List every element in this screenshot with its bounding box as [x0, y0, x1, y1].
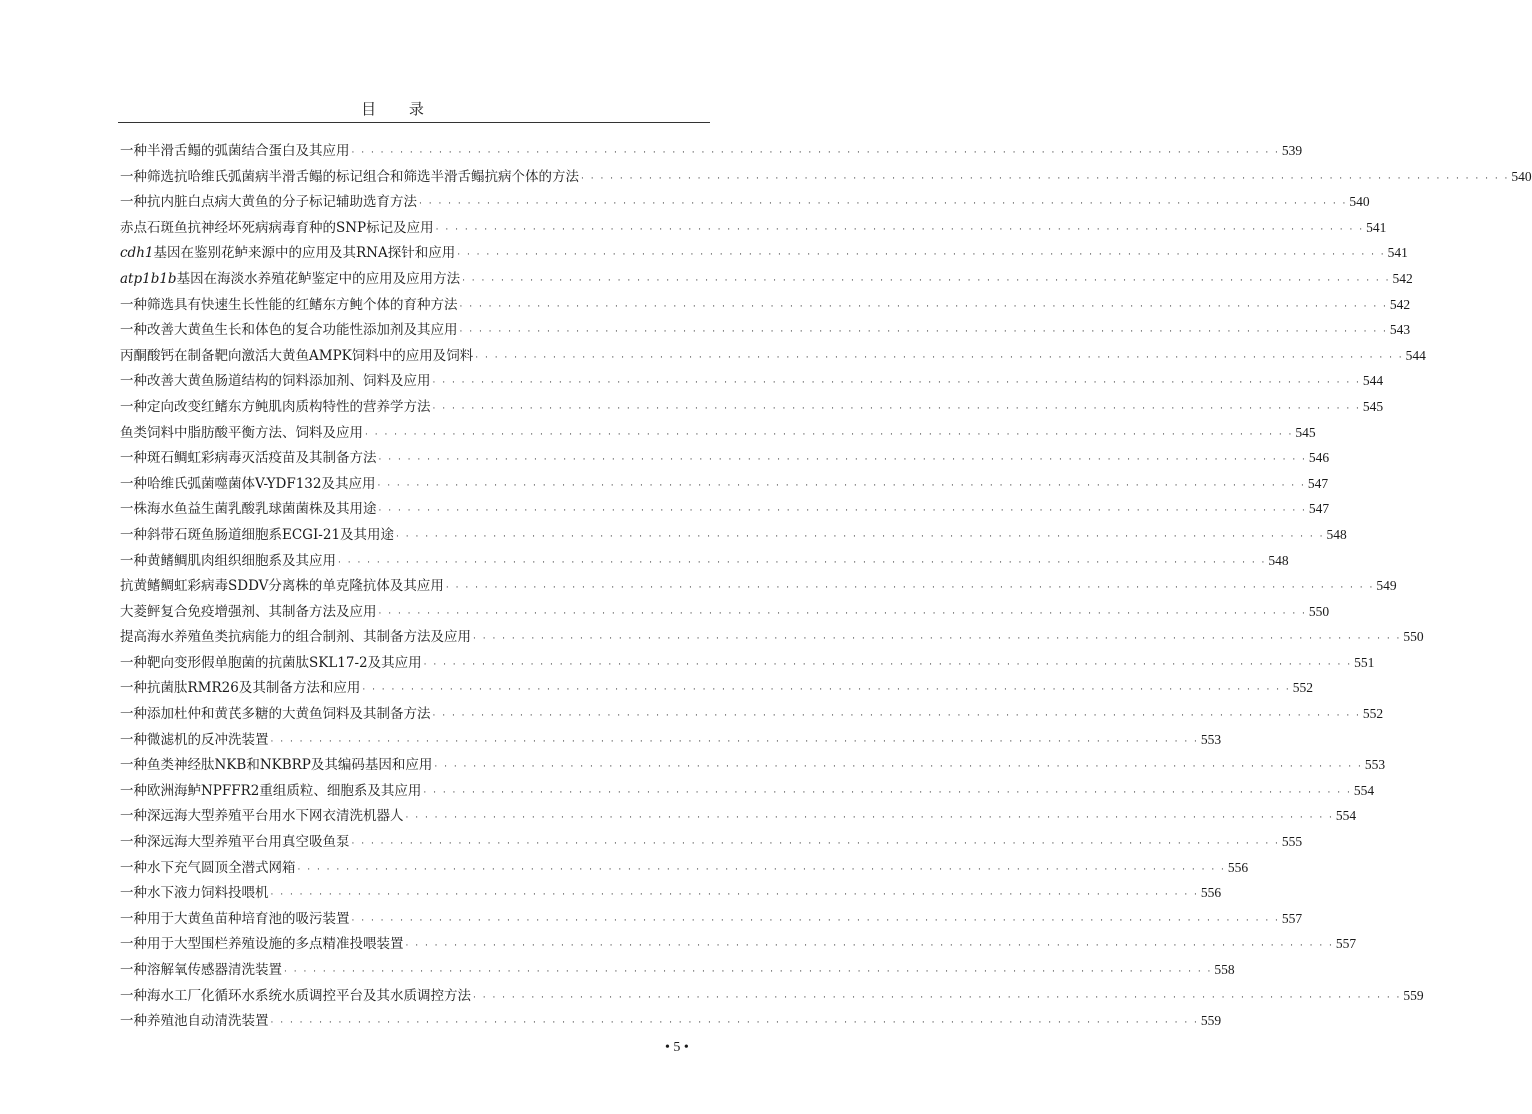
toc-entry-title — [120, 165, 579, 191]
toc-entry-page: 547 — [1308, 501, 1330, 517]
dot-leader — [446, 574, 1374, 602]
toc-entry-title — [120, 190, 417, 216]
toc-entry-page: 547 — [1307, 475, 1329, 491]
toc-entry-title — [120, 651, 422, 677]
toc-entry-title — [120, 472, 375, 498]
toc-entry[interactable] — [120, 445, 1330, 471]
toc-entry-page: 555 — [1281, 834, 1303, 850]
toc-entry[interactable] — [120, 164, 1532, 190]
toc-entry-title — [120, 344, 473, 370]
gene-name: atp1b1b — [120, 270, 177, 287]
toc-entry-text: 基因在海淡水养殖花鲈鉴定中的应用及应用方法 — [176, 270, 461, 287]
dot-leader — [406, 804, 1334, 832]
toc-entry-title — [120, 830, 350, 856]
dot-leader — [379, 497, 1307, 525]
toc-entry-page: 557 — [1281, 910, 1303, 926]
toc-entry-page: 554 — [1335, 808, 1357, 824]
dot-leader — [457, 241, 1385, 269]
toc-entry-page: 553 — [1200, 731, 1222, 747]
toc-entry[interactable] — [120, 394, 1384, 420]
toc-entry-page: 549 — [1376, 578, 1397, 594]
toc-entry-text: 一种添加杜仲和黄芪多糖的大黄鱼饲料及其制备方法 — [120, 706, 431, 723]
toc-entry-page: 540 — [1349, 194, 1370, 210]
toc-entry-page: 543 — [1389, 322, 1411, 338]
toc-entry-text: 抗黄鳍鲷虹彩病毒SDDV分离株的单克隆抗体及其应用 — [120, 578, 444, 595]
toc-entry-page: 556 — [1227, 859, 1249, 875]
toc-entry-text: 一种筛选抗哈维氏弧菌病半滑舌鳎的标记组合和筛选半滑舌鳎抗病个体的方法 — [120, 168, 579, 185]
toc-entry-text: 赤点石斑鱼抗神经坏死病病毒育种的SNP标记及应用 — [120, 219, 434, 236]
toc-entry-title — [120, 779, 421, 805]
toc-entry-text: 一种用于大型围栏养殖设施的多点精准投喂装置 — [120, 936, 404, 953]
toc-entry[interactable] — [120, 266, 1413, 292]
toc-entry-page: 548 — [1326, 526, 1347, 542]
dot-leader — [473, 984, 1401, 1012]
toc-entry-title — [120, 676, 360, 702]
toc-entry[interactable] — [120, 317, 1411, 343]
toc-entry-page: 541 — [1387, 245, 1408, 261]
table-of-contents — [120, 138, 1532, 1034]
toc-entry[interactable] — [120, 880, 1222, 906]
toc-entry-title — [120, 139, 350, 165]
toc-entry-page: 550 — [1403, 629, 1424, 645]
toc-entry-text: 一种哈维氏弧菌噬菌体V-YDF132及其应用 — [120, 475, 376, 492]
toc-entry-title — [120, 856, 296, 882]
toc-entry[interactable] — [120, 624, 1424, 650]
toc-entry-page: 542 — [1392, 270, 1413, 286]
toc-entry-page: 544 — [1405, 347, 1426, 363]
toc-entry[interactable] — [120, 650, 1375, 676]
toc-entry-text: 一种欧洲海鲈NPFFR2重组质粒、细胞系及其应用 — [120, 782, 422, 799]
toc-entry[interactable] — [120, 855, 1249, 881]
dot-leader — [396, 523, 1324, 551]
toc-entry-text: 丙酮酸钙在制备靶向激活大黄鱼AMPK饲料中的应用及饲料 — [120, 347, 474, 364]
toc-entry-title — [120, 293, 458, 319]
dot-leader — [406, 932, 1334, 960]
toc-entry-page: 556 — [1200, 885, 1222, 901]
toc-entry[interactable] — [120, 931, 1357, 957]
dot-leader — [473, 625, 1401, 653]
dot-leader — [298, 856, 1226, 884]
toc-entry-title — [120, 216, 434, 242]
toc-entry[interactable] — [120, 189, 1370, 215]
dot-leader — [338, 549, 1266, 577]
toc-entry-text: 一种黄鳍鲷肌肉组织细胞系及其应用 — [120, 552, 336, 569]
toc-entry-title — [120, 421, 363, 447]
toc-entry-text: 一种抗内脏白点病大黄鱼的分子标记辅助选育方法 — [120, 194, 417, 211]
toc-entry-title — [120, 369, 431, 395]
toc-entry-text: 一株海水鱼益生菌乳酸乳球菌菌株及其用途 — [120, 501, 377, 518]
toc-entry-text: 一种溶解氧传感器清洗装置 — [120, 962, 282, 978]
toc-entry[interactable] — [120, 957, 1235, 983]
toc-entry-page: 539 — [1281, 143, 1303, 158]
toc-entry-title — [120, 574, 444, 600]
toc-entry[interactable] — [120, 548, 1289, 574]
toc-entry-title — [120, 702, 431, 728]
toc-entry-title — [120, 753, 432, 779]
toc-entry-title — [120, 600, 377, 626]
dot-leader — [433, 702, 1361, 730]
toc-entry[interactable] — [120, 573, 1397, 599]
toc-entry-title — [120, 728, 269, 754]
toc-entry[interactable] — [120, 727, 1222, 753]
toc-entry-page: 554 — [1353, 782, 1375, 798]
toc-entry-page: 550 — [1308, 603, 1330, 619]
dot-leader — [271, 728, 1199, 756]
toc-entry[interactable] — [120, 215, 1387, 241]
toc-entry-text: 一种鱼类神经肽NKB和NKBRP及其编码基因和应用 — [120, 757, 433, 774]
toc-entry[interactable] — [120, 420, 1316, 446]
toc-entry[interactable] — [120, 240, 1408, 266]
toc-entry-text: 一种筛选具有快速生长性能的红鳍东方鲀个体的育种方法 — [120, 296, 458, 313]
toc-entry[interactable] — [120, 829, 1303, 855]
toc-entry-title — [120, 1009, 269, 1035]
toc-entry-page: 559 — [1200, 1013, 1222, 1029]
toc-entry-title — [120, 446, 377, 472]
toc-entry[interactable] — [120, 752, 1386, 778]
toc-entry-text: 一种海水工厂化循环水系统水质调控平台及其水质调控方法 — [120, 987, 471, 1004]
toc-entry[interactable] — [120, 343, 1426, 369]
toc-entry-text: 提高海水养殖鱼类抗病能力的组合制剂、其制备方法及应用 — [120, 629, 471, 646]
dot-leader — [271, 881, 1199, 909]
dot-leader — [433, 369, 1361, 397]
toc-entry-text: 一种斜带石斑鱼肠道细胞系ECGI-21及其用途 — [120, 526, 395, 543]
toc-entry-title — [120, 804, 404, 830]
toc-entry[interactable] — [120, 292, 1411, 318]
toc-entry-page: 540 — [1511, 168, 1532, 184]
dot-leader — [352, 907, 1280, 935]
toc-entry[interactable] — [120, 983, 1424, 1009]
toc-entry-text: 一种改善大黄鱼生长和体色的复合功能性添加剂及其应用 — [120, 322, 458, 339]
toc-entry[interactable] — [120, 778, 1375, 804]
toc-entry-title — [120, 932, 404, 958]
toc-entry-text: 一种用于大黄鱼苗种培育池的吸污装置 — [120, 910, 350, 927]
toc-entry[interactable] — [120, 368, 1384, 394]
dot-leader — [433, 395, 1361, 423]
toc-entry-title — [120, 881, 269, 907]
toc-entry-page: 545 — [1362, 398, 1384, 414]
toc-entry-text: 一种改善大黄鱼肠道结构的饲料添加剂、饲料及应用 — [120, 373, 431, 390]
dot-leader — [436, 216, 1364, 244]
dot-leader — [352, 139, 1280, 167]
dot-leader — [581, 165, 1509, 193]
dot-leader — [423, 779, 1351, 807]
toc-entry-page: 542 — [1389, 296, 1411, 312]
dot-leader — [284, 958, 1212, 986]
dot-leader — [462, 267, 1390, 295]
toc-entry-title — [120, 318, 458, 344]
toc-entry-page: 551 — [1354, 654, 1375, 670]
toc-entry-text: 鱼类饲料中脂肪酸平衡方法、饲料及应用 — [120, 424, 363, 441]
toc-entry[interactable] — [120, 675, 1314, 701]
toc-entry-page: 557 — [1335, 936, 1357, 952]
toc-entry-page: 548 — [1268, 552, 1289, 568]
toc-entry-title — [120, 395, 431, 421]
toc-entry-text: 一种深远海大型养殖平台用水下网衣清洗机器人 — [120, 808, 404, 825]
toc-entry-title — [120, 549, 336, 575]
dot-leader — [377, 472, 1305, 500]
toc-entry-title — [120, 241, 455, 267]
toc-entry[interactable] — [120, 599, 1330, 625]
page-header-title: 目 录 — [361, 100, 438, 118]
toc-entry-page: 552 — [1292, 680, 1314, 696]
dot-leader — [362, 676, 1290, 704]
toc-entry-text: 一种靶向变形假单胞菌的抗菌肽SKL17-2及其应用 — [120, 654, 422, 671]
toc-entry-text: 一种半滑舌鳎的弧菌结合蛋白及其应用 — [120, 143, 350, 159]
dot-leader — [271, 1009, 1199, 1037]
toc-entry-text: 一种水下充气圆顶全潜式网箱 — [120, 859, 296, 876]
toc-entry-text: 一种抗菌肽RMR26及其制备方法和应用 — [120, 680, 361, 697]
toc-entry-page: 552 — [1362, 706, 1384, 722]
toc-entry-text: 一种斑石鲷虹彩病毒灭活疫苗及其制备方法 — [120, 450, 377, 467]
dot-leader — [434, 753, 1362, 781]
gene-name: cdh1 — [120, 245, 154, 262]
toc-entry-text: 一种微滤机的反冲洗装置 — [120, 731, 269, 748]
dot-leader — [460, 293, 1388, 321]
dot-leader — [460, 318, 1388, 346]
page-number: • 5 • — [665, 1040, 689, 1055]
toc-entry-page: 546 — [1308, 450, 1330, 466]
toc-entry[interactable] — [120, 496, 1330, 522]
toc-entry[interactable] — [120, 803, 1357, 829]
toc-entry-text: 大菱鲆复合免疫增强剂、其制备方法及应用 — [120, 603, 377, 620]
toc-entry-page: 545 — [1295, 424, 1316, 440]
toc-entry-page: 558 — [1214, 962, 1235, 977]
dot-leader — [419, 190, 1347, 218]
dot-leader — [352, 830, 1280, 858]
toc-entry-text: 一种深远海大型养殖平台用真空吸鱼泵 — [120, 834, 350, 851]
toc-entry-page: 544 — [1362, 373, 1384, 389]
toc-entry-title — [120, 625, 471, 651]
toc-entry-text: 一种定向改变红鳍东方鲀肌肉质构特性的营养学方法 — [120, 398, 431, 415]
toc-entry-page: 559 — [1403, 987, 1424, 1003]
dot-leader — [379, 600, 1307, 628]
toc-entry-title — [120, 523, 394, 549]
dot-leader — [475, 344, 1403, 372]
dot-leader — [379, 446, 1307, 474]
header-rule — [118, 122, 710, 123]
toc-entry-title — [120, 497, 377, 523]
toc-entry[interactable] — [120, 522, 1347, 548]
toc-entry[interactable] — [120, 1008, 1222, 1034]
toc-entry[interactable] — [120, 471, 1329, 497]
toc-entry[interactable] — [120, 701, 1384, 727]
toc-entry-text: 基因在鉴别花鲈来源中的应用及其RNA探针和应用 — [153, 245, 456, 262]
toc-entry-title — [120, 984, 471, 1010]
toc-entry-title — [120, 907, 350, 933]
toc-entry-page: 541 — [1366, 219, 1387, 235]
toc-entry-text: 一种养殖池自动清洗装置 — [120, 1013, 269, 1030]
toc-entry-title — [120, 958, 282, 984]
toc-entry[interactable] — [120, 138, 1303, 164]
dot-leader — [365, 421, 1293, 449]
toc-entry-title — [120, 267, 460, 293]
toc-entry-text: 一种水下液力饲料投喂机 — [120, 885, 269, 902]
toc-entry[interactable] — [120, 906, 1303, 932]
dot-leader — [424, 651, 1352, 679]
toc-entry-page: 553 — [1364, 757, 1386, 773]
